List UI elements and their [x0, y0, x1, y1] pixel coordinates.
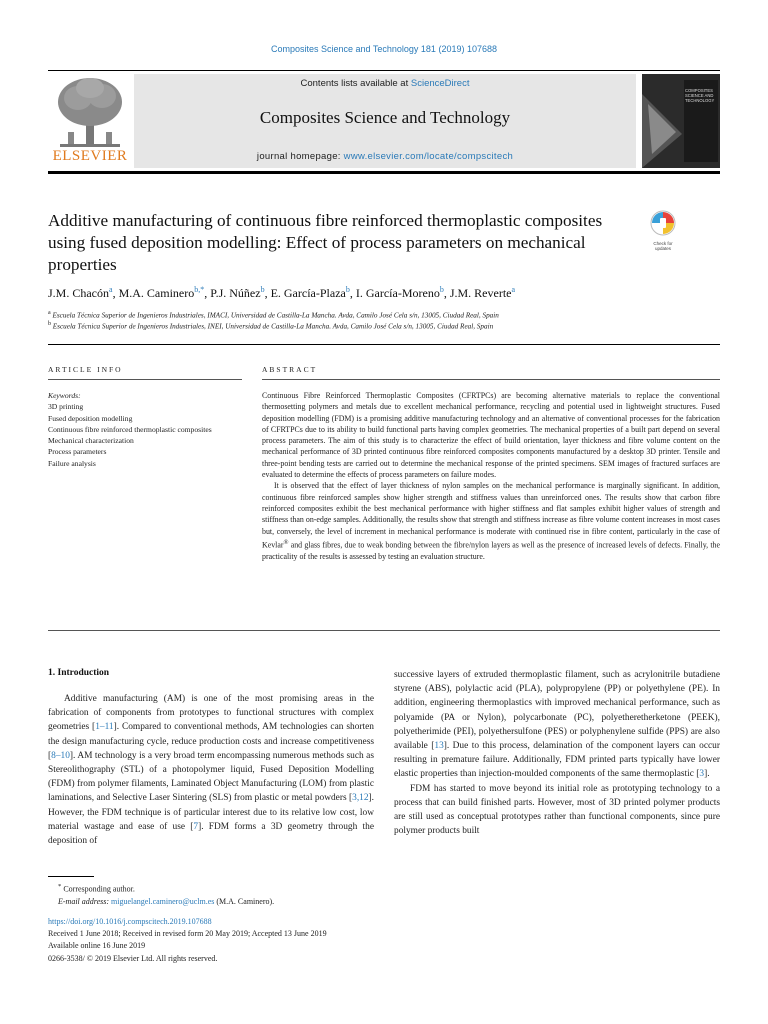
email-owner: (M.A. Caminero).: [214, 896, 275, 906]
abstract-paragraph-1: Continuous Fibre Reinforced Thermoplastic Composites (CFRTPCs) are becoming alternative materials to replace the conventional thermosetting polymers and metals due to excellent mechanical performance, recycling and potential used in lightweight structures. Fused deposition modelling (FDM) is a promising additive manufacturing technology and an alternative of conventional processes for the fabrication of CFRTPCs due to its ability to build functional parts having complex geometries. The mechanical properties of a built part depend on several process parameters. The aim of this study is to characterize the effect of build orientation, layer thickness and fibre volume content on the mechanical performance of 3D printed continuous fibre reinforced composites components manufactured by a desktop 3D printer. Tensile and three-point bending tests are carried out to determine the mechanical response of the printed specimens. SEM images of fractured surfaces are evaluated to determine the effects of process parameters on failure modes.: [262, 391, 720, 480]
intro-text: ]. However, the FDM technique is of particular interest due to its relative low cost, low material wastage and ease of use [: [48, 793, 374, 832]
corresponding-author-text: Corresponding author.: [63, 884, 135, 894]
intro-paragraph-1-cont: [394, 668, 720, 782]
email-link[interactable]: miguelangel.caminero@uclm.es: [111, 896, 215, 906]
cover-title: COMPOSITES SCIENCE AND TECHNOLOGY: [685, 88, 715, 103]
author-list: J.M. Chacón$^a$, M.A. Caminero$^{b,*}$, P.J. Núñez$^b$, E. García-Plaza$^b$, I. García-Moreno$^b$, J.M. Reverte$^a$: [48, 285, 516, 300]
email-line: [58, 896, 458, 908]
abstract-end-rule: [48, 630, 720, 631]
available-online: Available online 16 June 2019: [48, 941, 146, 951]
keyword-item: Mechanical characterization: [48, 436, 134, 446]
crossmark-label: Check for updates: [653, 241, 673, 251]
publication-info: [48, 916, 548, 965]
article-info-heading: ARTICLE INFO: [48, 365, 123, 374]
masthead-bottom-rule: [48, 171, 720, 174]
affiliation-a-text: Escuela Técnica Superior de Ingenieros Industriales, IMACI, Universidad de Castilla-La Mancha. Avda, Camilo José Cela s/n, 13005, Ciudad Real, Spain: [52, 311, 499, 320]
intro-text: ]. AM technology is a very broad term encompassing numerous methods such as Stereolithography (STL) of a photopolymer liquid, Fused Deposition Modelling (FDM) from polymer filaments, Laminated Object Manufacturing (LOM) from plastic laminations, and Selective Laser Sintering (SLS) from plastic or metal powders [: [48, 750, 374, 804]
right-column: [394, 668, 720, 838]
intro-text: ].: [704, 769, 710, 780]
author-name: J.M. Chacón: [48, 286, 109, 300]
author-affiliation-marker[interactable]: a: [511, 285, 516, 294]
affiliation-a-marker: a: [48, 310, 51, 316]
citation-link[interactable]: 7: [193, 821, 199, 832]
article-title: Additive manufacturing of continuous fibre reinforced thermoplastic composites using fused deposition modelling: Effect of process parameters on mechanical properties: [48, 211, 603, 274]
masthead-top-rule: [48, 70, 720, 71]
abstract-paragraph-2: [262, 480, 720, 562]
homepage-link[interactable]: www.elsevier.com/locate/compscitech: [343, 151, 514, 162]
footnote-rule: [48, 876, 94, 877]
homepage-prefix: journal homepage:: [256, 151, 344, 162]
intro-paragraph-2: FDM has started to move beyond its initial role as prototyping technology to a process that can build finished parts. However, most of 3D printed polymer products are still used as conceptual prototypes rather than functional components, since pure polymer products built: [394, 783, 720, 837]
affiliation-b: [48, 321, 728, 330]
abstract-text: [262, 390, 720, 562]
intro-text: ]. FDM forms a 3D geometry through the deposition of: [48, 821, 374, 847]
author-name: J.M. Reverte: [449, 286, 512, 300]
author-name: P.J. Núñez: [210, 286, 261, 300]
keyword-item: 3D printing: [48, 402, 84, 412]
author-name: M.A. Caminero: [118, 286, 195, 300]
author-affiliation-marker[interactable]: a: [109, 285, 113, 294]
affiliation-a: [48, 310, 728, 319]
intro-text: successive layers of extruded thermoplastic filament, such as acrylonitrile butadiene styrene (ABS), polylactic acid (PLA), polypropylene (PP) or polyethylene (PE). In addition, engineering thermoplastics with improved mechanical performance, such as polyamide (PA or Nylon), polycarbonate (PC), polyetheretherketone (PEEK), polyetherimide (PEI), polyethersulfone (PES) or polyphenylene sulfide (PPS) are also available [: [394, 670, 720, 752]
author-affiliation-marker[interactable]: b: [345, 285, 350, 294]
affiliation-b-text: Escuela Técnica Superior de Ingenieros Industriales, INEI, Universidad de Castilla-La Mancha. Avda, Camilo José Cela s/n, 13005, Ciudad Real, Spain: [52, 322, 494, 331]
journal-title: Composites Science and Technology: [259, 108, 511, 127]
abstract-p2-part-b: and glass fibres, due to weak bonding between the fibre/nylon layers as well as the presence of increased levels of defects. Finally, the practicality of the results is assessed by testing an evaluation structure.: [262, 540, 720, 561]
registered-mark: ®: [283, 538, 289, 546]
keywords-label: Keywords:: [48, 391, 81, 400]
contents-prefix: Contents lists available at: [300, 78, 411, 89]
keyword-item: Process parameters: [48, 447, 107, 457]
author-name: E. García-Plaza: [270, 286, 346, 300]
abstract-rule: [262, 379, 720, 380]
intro-paragraph-1: [48, 692, 374, 848]
contents-line: [134, 78, 636, 89]
author-affiliation-marker[interactable]: b: [260, 285, 265, 294]
running-head-link[interactable]: Composites Science and Technology 181 (2019) 107688: [271, 44, 497, 54]
citation-link[interactable]: 13: [434, 741, 444, 752]
author-name: I. García-Moreno: [355, 286, 440, 300]
citation-link[interactable]: 8–10: [51, 750, 70, 761]
intro-text: ]. Due to this process, delamination of the component layers can occur resulting in premature failure. Additionally, FDM printed parts typically have lower elastic properties than injection-moulded components of the same thermoplastic [: [394, 741, 720, 780]
doi-link[interactable]: https://doi.org/10.1016/j.compscitech.2019.107688: [48, 917, 212, 926]
abstract-heading: ABSTRACT: [262, 365, 318, 374]
citation-link[interactable]: 3: [699, 769, 705, 780]
author-affiliation-marker[interactable]: b,*: [194, 285, 205, 294]
introduction-heading: 1. Introduction: [48, 668, 110, 678]
corresponding-author-note: * Corresponding author.: [58, 883, 135, 894]
sciencedirect-link[interactable]: ScienceDirect: [410, 78, 470, 89]
citation-link[interactable]: 3,12: [352, 793, 369, 804]
journal-homepage-line: [134, 151, 636, 162]
email-label: E-mail address:: [58, 896, 112, 906]
intro-text: ]. Compared to conventional methods, AM technologies can shorten the design manufacturing cycle, reduce production costs and increase competitiveness [: [48, 722, 374, 761]
citation-link[interactable]: 1–11: [95, 722, 114, 733]
section-rule: [48, 344, 720, 345]
abstract-p2-part-a: It is observed that the effect of layer thickness of nylon samples on the mechanical performance is marginally significant. In addition, continuous fibre reinforced samples show higher strength and stiffness values than unreinforced ones. The results show that carbon fibre reinforced composites exhibit the best mechanical performance with higher stiffness and flat samples exhibit higher values of strength and stiffness than on-edge samples. Additionally, the results show that strength and stiffness increase as fibre volume content increases in most cases but, conversely, the level of increment in mechanical performance is moderate with continued rise in fibre content, particularly in the case of Kevlar: [262, 481, 720, 550]
footnote-block: [58, 881, 458, 908]
keywords-block: [48, 390, 242, 469]
crossmark-icon: [648, 210, 678, 236]
crossmark-button[interactable]: [648, 210, 678, 251]
intro-text: Additive manufacturing (AM) is one of the most promising areas in the fabrication of components from prototypes to functional structures with complex geometries [: [48, 694, 374, 733]
author-affiliation-marker[interactable]: b: [439, 285, 444, 294]
elsevier-wordmark: ELSEVIER: [52, 148, 128, 164]
left-column: [48, 692, 374, 848]
journal-cover-image: [642, 74, 720, 168]
affiliation-b-marker: b: [48, 321, 51, 327]
keyword-item: Failure analysis: [48, 458, 96, 468]
article-info-rule: [48, 379, 242, 380]
copyright-line: 0266-3538/ © 2019 Elsevier Ltd. All rights reserved.: [48, 953, 218, 963]
received-dates: Received 1 June 2018; Received in revised form 20 May 2019; Accepted 13 June 2019: [48, 929, 327, 939]
keyword-item: Continuous fibre reinforced thermoplastic composites: [48, 424, 212, 434]
keyword-item: Fused deposition modelling: [48, 413, 133, 423]
